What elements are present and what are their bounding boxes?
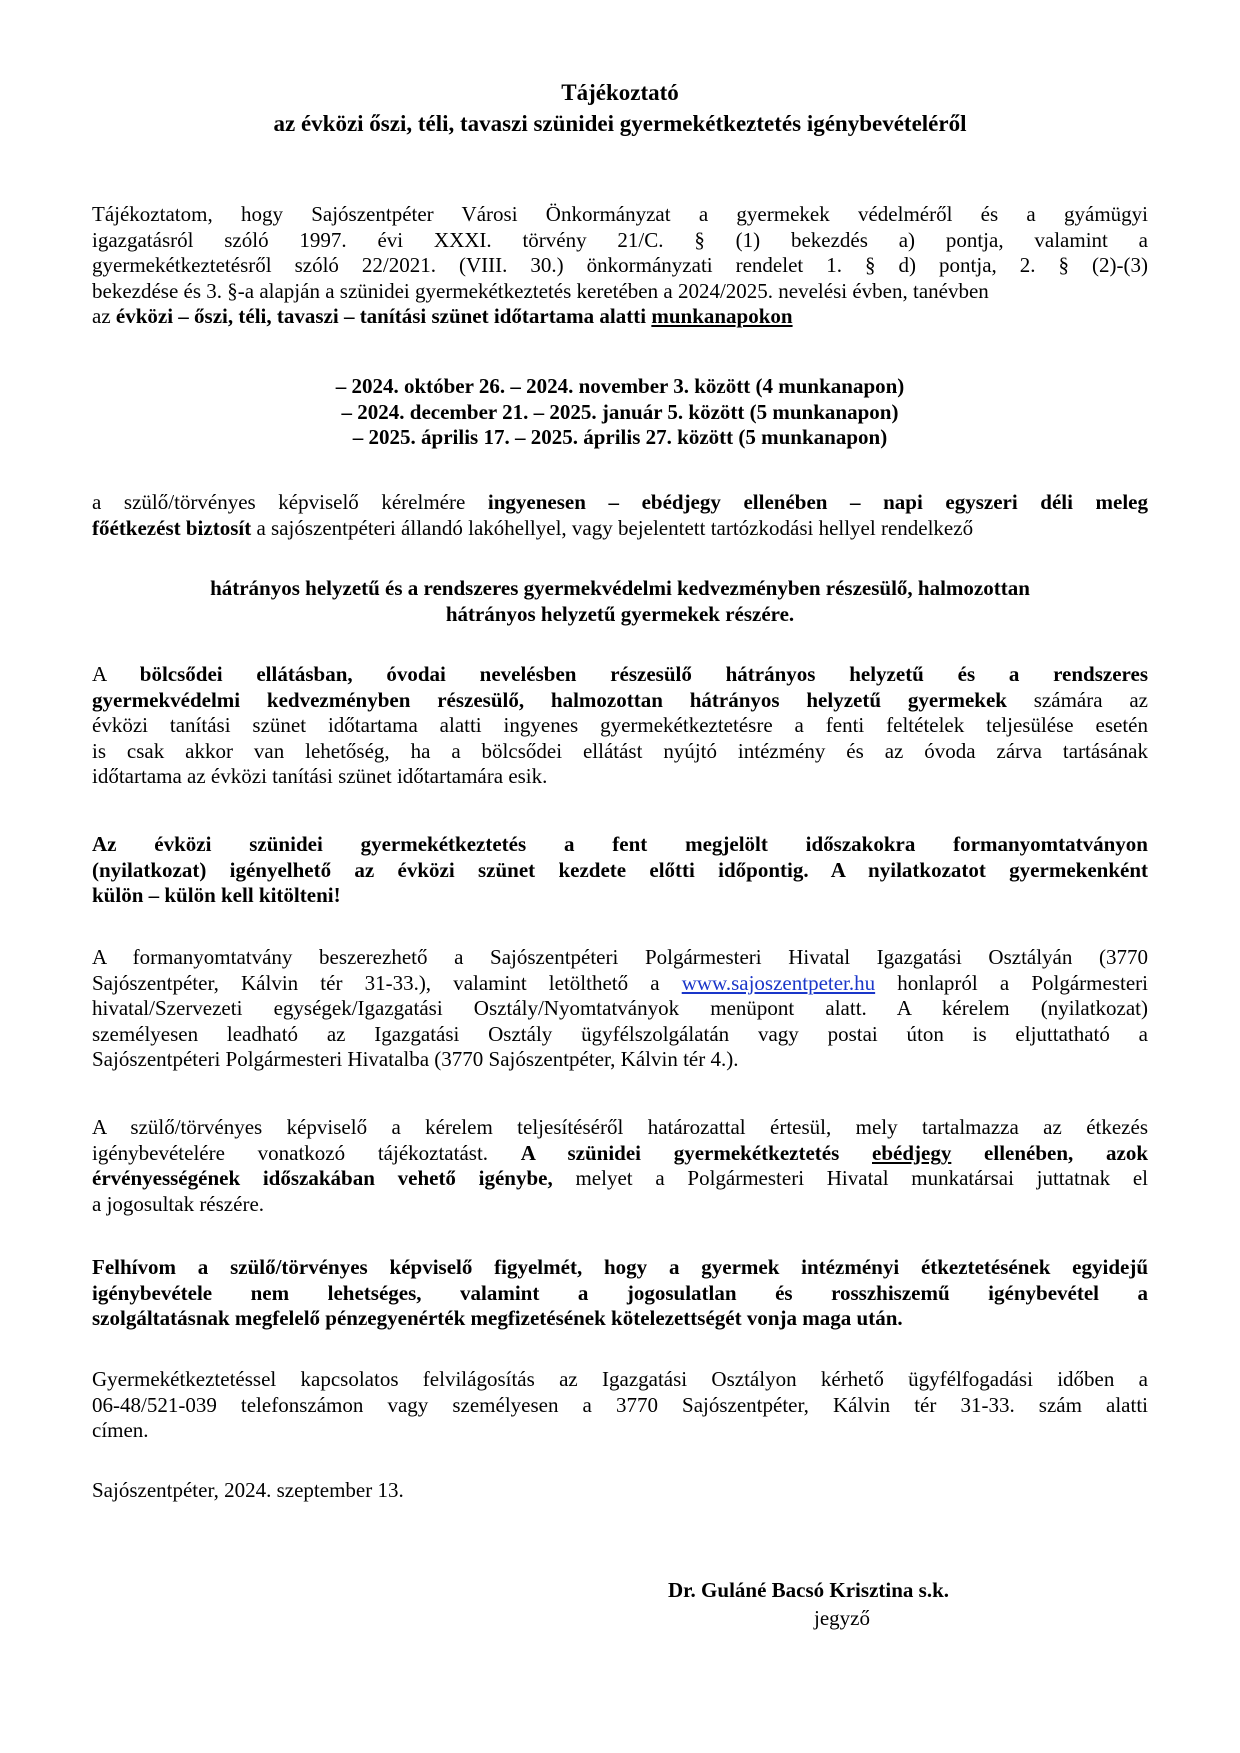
text-line: Tájékoztatom, hogy Sajószentpéter Városi Önkormányzat a gyermekek védelméről és a gyámügyi	[92, 202, 1148, 226]
text-line: igénybevételére vonatkozó tájékoztatást. A szünidei gyermekétkeztetés ebédjegy ellenében, azok	[92, 1140, 1148, 1165]
text-line: Sajószentpéteri Polgármesteri Hivatalba (3770 Sajószentpéter, Kálvin tér 4.).	[92, 1047, 739, 1071]
bold-text: évközi – őszi, téli, tavaszi – tanítási szünet időtartama alatti	[115, 304, 652, 328]
text-line: címen.	[92, 1418, 149, 1442]
date-range-1: – 2024. október 26. – 2024. november 3. között (4 munkanapon)	[335, 374, 905, 398]
text-line: Felhívom a szülő/törvényes képviselő figyelmét, hogy a gyermek intézményi étkeztetésének egyidejű	[92, 1255, 1148, 1279]
provision-paragraph	[92, 490, 1148, 541]
text-line: is csak akkor van lehetőség, ha a bölcsődei ellátást nyújtó intézmény és az óvoda zárva tartásának	[92, 738, 1148, 763]
nursery-paragraph	[92, 662, 1148, 790]
text-line: az évközi – őszi, téli, tavaszi – tanítási szünet időtartama alatti munkanapokon	[92, 304, 793, 328]
text-line: hátrányos helyzetű gyermekek részére.	[445, 601, 795, 626]
text-line: Gyermekétkeztetéssel kapcsolatos felvilágosítás az Igazgatási Osztályon kérhető ügyfélfogadási időben a	[92, 1367, 1148, 1391]
date-range-3: – 2025. április 17. – 2025. április 27. között (5 munkanapon)	[352, 425, 888, 449]
text-line: (nyilatkozat) igényelhető az évközi szünet kezdete előtti időpontig. A nyilatkozatot gyermekenként	[92, 857, 1148, 882]
signature-role: jegyző	[814, 1606, 870, 1630]
decision-paragraph	[92, 1115, 1148, 1217]
date-range-2: – 2024. december 21. – 2025. január 5. között (5 munkanapon)	[341, 399, 899, 424]
text-line: a szülő/törvényes képviselő kérelmére ingyenesen – ebédjegy ellenében – napi egyszeri déli meleg	[92, 490, 1148, 514]
intro-paragraph	[92, 202, 1148, 330]
text-line: A bölcsődei ellátásban, óvodai nevelésben részesülő hátrányos helyzetű és a rendszeres	[92, 662, 1148, 686]
text-line: személyesen leadható az Igazgatási Osztály ügyfélszolgálatán vagy postai úton is eljuttatható a	[92, 1021, 1148, 1046]
text-line: időtartama az évközi tanítási szünet időtartamára esik.	[92, 764, 548, 788]
text-line: igazgatásról szóló 1997. évi XXXI. törvény 21/C. § (1) bekezdés a) pontja, valamint a	[92, 227, 1148, 252]
date-ranges	[0, 374, 1240, 451]
document-title: Tájékoztató	[561, 80, 679, 105]
underlined-text: munkanapokon	[651, 304, 793, 328]
text-line: gyermekvédelmi kedvezményben részesülő, halmozottan hátrányos helyzetű gyermekek számára az	[92, 687, 1148, 712]
text-line: külön – külön kell kitölteni!	[92, 883, 341, 907]
website-link[interactable]: www.sajoszentpeter.hu	[681, 970, 876, 995]
date-place: Sajószentpéter, 2024. szeptember 13.	[92, 1478, 404, 1502]
application-paragraph	[92, 832, 1148, 909]
underlined-text: ebédjegy	[872, 1140, 952, 1165]
text-line: hivatal/Szervezeti egységek/Igazgatási Osztály/Nyomtatványok menüpont alatt. A kérelem (nyilatkozat)	[92, 996, 1148, 1020]
signature-name: Dr. Guláné Bacsó Krisztina s.k.	[668, 1578, 949, 1602]
text-line: a jogosultak részére.	[92, 1191, 265, 1216]
text-line: gyermekétkeztetésről szóló 22/2021. (VIII. 30.) önkormányzati rendelet 1. § d) pontja, 2. § (2)-(3)	[92, 253, 1148, 277]
warning-paragraph	[92, 1255, 1148, 1332]
text-line: 06-48/521-039 telefonszámon vagy személyesen a 3770 Sajószentpéter, Kálvin tér 31-33. szám alatti	[92, 1392, 1148, 1417]
form-paragraph	[92, 945, 1148, 1073]
text-line: évközi tanítási szünet időtartama alatti ingyenes gyermekétkeztetésre a fenti feltételek teljesülése esetén	[92, 713, 1148, 737]
text-line: Az évközi szünidei gyermekétkeztetés a fent megjelölt időszakokra formanyomtatványon	[92, 832, 1148, 856]
text-line: A formanyomtatvány beszerezhető a Sajószentpéteri Polgármesteri Hivatal Igazgatási Osztályán (3770	[92, 945, 1148, 969]
target-group	[0, 576, 1240, 627]
text-line: Sajószentpéter, Kálvin tér 31-33.), valamint letölthető a www.sajoszentpeter.hu honlapról a Polgármesteri	[92, 970, 1148, 995]
text-line: hátrányos helyzetű és a rendszeres gyermekvédelmi kedvezményben részesülő, halmozottan	[210, 576, 1030, 600]
text-line: főétkezést biztosít a sajószentpéteri állandó lakóhellyel, vagy bejelentett tartózkodási hellyel rendelkező	[92, 515, 974, 540]
text-line: érvényességének időszakában vehető igénybe, melyet a Polgármesteri Hivatal munkatársai juttatnak el	[92, 1166, 1148, 1190]
text-line: bekezdése és 3. §-a alapján a szünidei gyermekétkeztetés keretében a 2024/2025. nevelési évben, tanévben	[92, 278, 989, 303]
text-line: szolgáltatásnak megfelelő pénzegyenérték megfizetésének kötelezettségét vonja maga után.	[92, 1306, 903, 1330]
document-subtitle: az évközi őszi, téli, tavaszi szünidei gyermekétkeztetés igénybevételéről	[273, 111, 967, 136]
text-line: igénybevétele nem lehetséges, valamint a jogosulatlan és rosszhiszemű igénybevétel a	[92, 1280, 1148, 1305]
text-line: A szülő/törvényes képviselő a kérelem teljesítéséről határozattal értesül, mely tartalmazza az étkezés	[92, 1115, 1148, 1139]
contact-paragraph	[92, 1367, 1148, 1444]
